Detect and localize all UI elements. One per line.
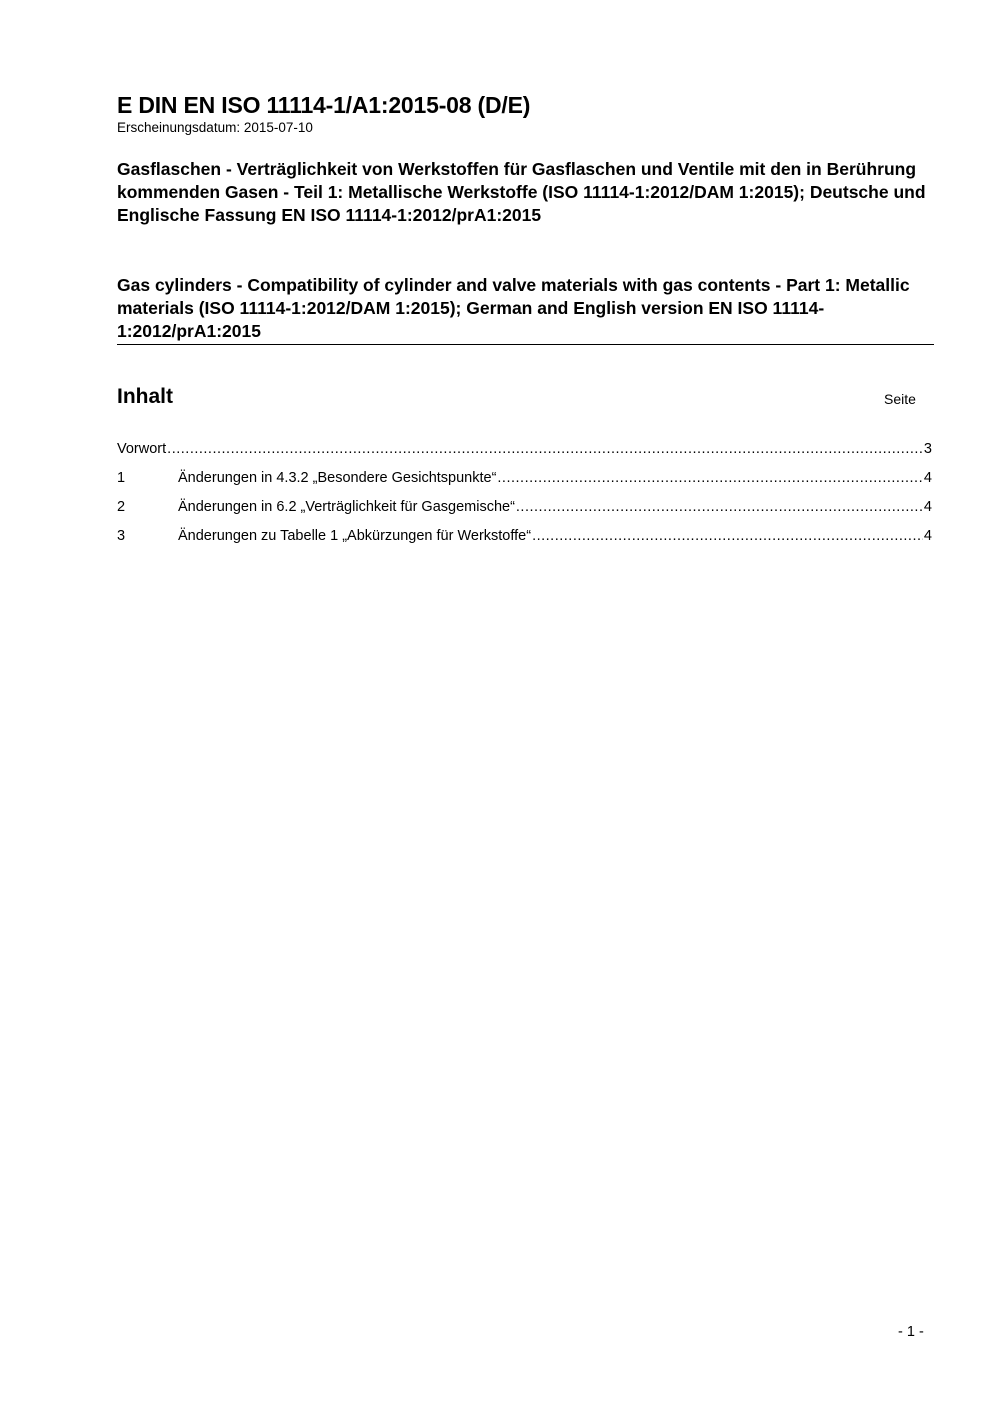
toc-entry-text: Vorwort: [117, 441, 167, 457]
toc-entry-number: 1: [117, 470, 126, 486]
toc-leader-dots: [532, 527, 923, 545]
toc-entry-foreword[interactable]: [117, 440, 932, 469]
document-title: E DIN EN ISO 11114-1/A1:2015-08 (D/E): [117, 92, 531, 118]
toc-entry-2[interactable]: [117, 498, 932, 527]
toc-entry-text: Änderungen zu Tabelle 1 „Abkürzungen für Werkstoffe“: [178, 528, 532, 544]
toc-entry-1[interactable]: [117, 469, 932, 498]
toc-entry-text: Änderungen in 6.2 „Verträglichkeit für Gasgemische“: [178, 499, 515, 515]
german-title: Gasflaschen - Verträglichkeit von Werkstoffen für Gasflaschen und Ventile mit den in Berührung kommenden Gasen - Teil 1: Metallische Werkstoffe (ISO 11114-1:2012/DAM 1:2015); Deutsche und Englische Fassung EN ISO 11114-1:2012/prA1:2015: [117, 159, 926, 225]
toc-entry-number: 3: [117, 528, 126, 544]
toc-entry-page: 4: [923, 470, 932, 486]
toc-entry-number: 2: [117, 499, 126, 515]
toc-heading: Inhalt: [117, 385, 173, 408]
table-of-contents: [117, 440, 932, 556]
toc-entry-3[interactable]: [117, 527, 932, 556]
toc-entry-page: 3: [923, 441, 932, 457]
title-divider: [117, 344, 934, 345]
document-header: [117, 91, 934, 136]
english-title: Gas cylinders - Compatibility of cylinder and valve materials with gas contents - Part 1: Metallic materials (ISO 11114-1:2012/DAM 1:2015); German and English version EN ISO 11114-1:2012/prA1:2015: [117, 275, 910, 341]
publication-date: Erscheinungsdatum: 2015-07-10: [117, 120, 313, 135]
toc-entry-text: Änderungen in 4.3.2 „Besondere Gesichtspunkte“: [178, 470, 497, 486]
toc-leader-dots: [497, 469, 923, 487]
toc-page-column-label: Seite: [884, 391, 916, 407]
toc-leader-dots: [516, 498, 923, 516]
toc-leader-dots: [167, 440, 923, 458]
toc-entry-page: 4: [923, 499, 932, 515]
toc-entry-page: 4: [923, 528, 932, 544]
page-number: - 1 -: [898, 1324, 924, 1340]
